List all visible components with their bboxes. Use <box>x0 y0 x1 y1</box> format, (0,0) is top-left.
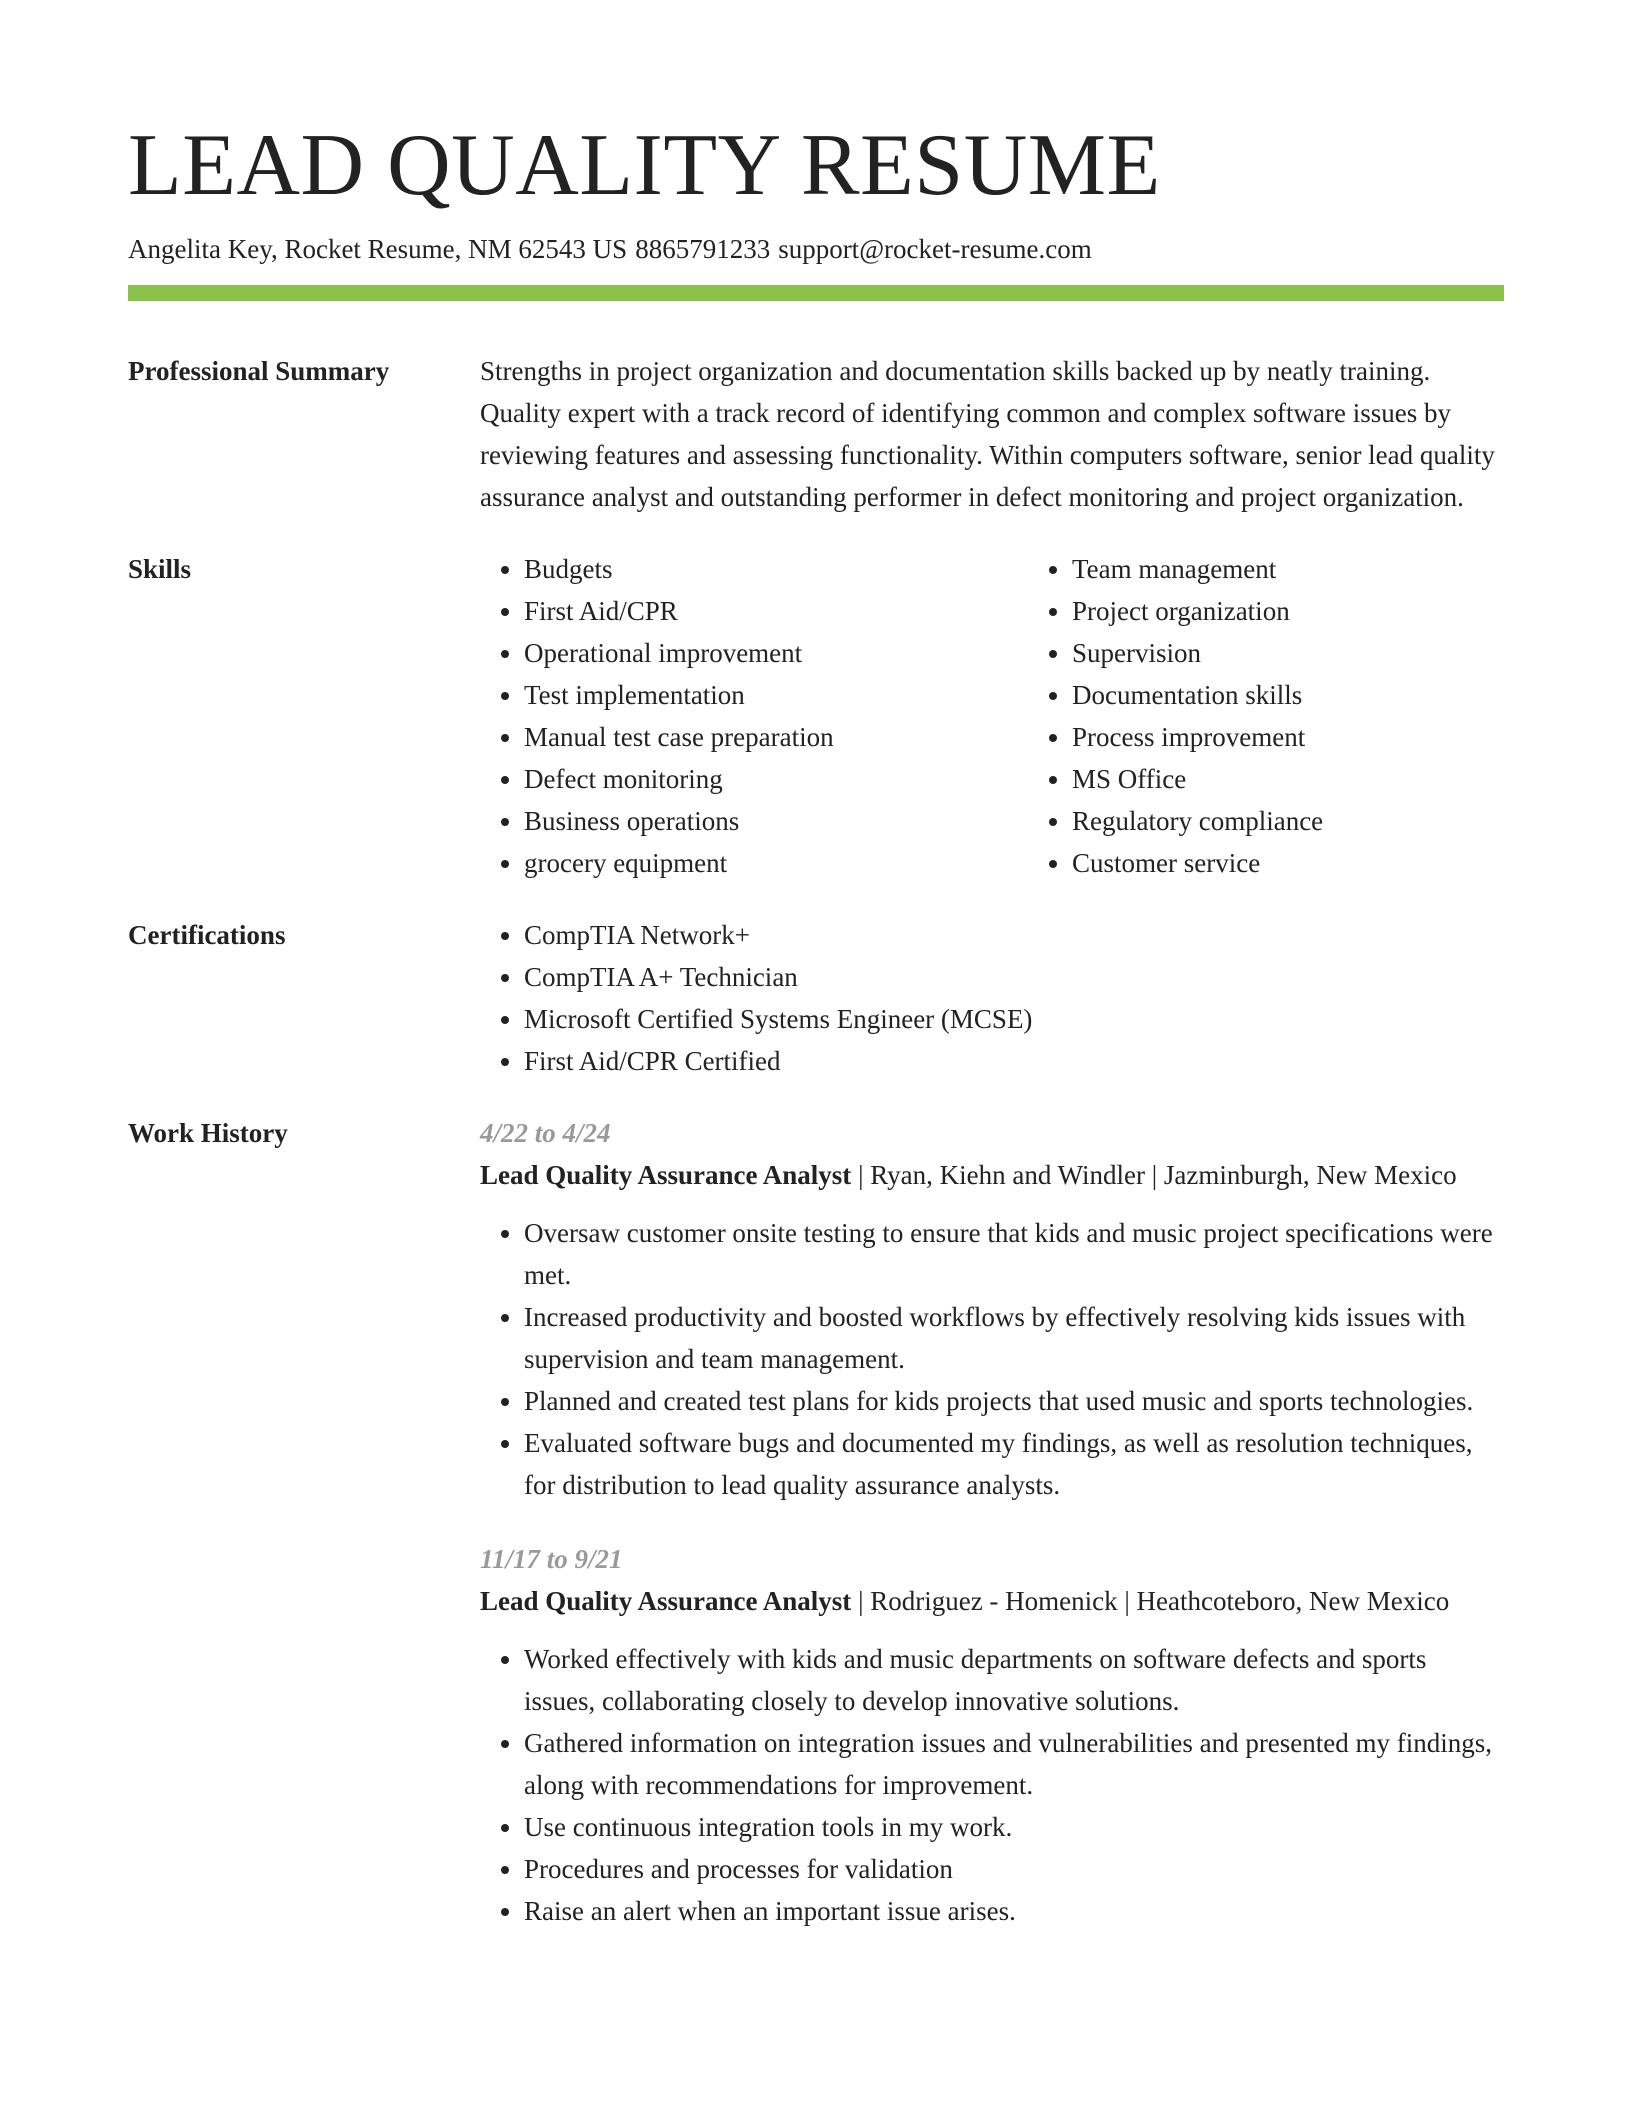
accent-divider <box>128 285 1504 301</box>
job-bullet: • Evaluated software bugs and documented my findings, as well as resolution techniques, for distribution to lead quality assurance analysts. <box>524 1422 1504 1506</box>
certifications-list <box>480 914 1504 1082</box>
skill-item: • grocery equipment <box>524 842 1028 884</box>
skill-item: • Defect monitoring <box>524 758 1028 800</box>
skill-item: • Regulatory compliance <box>1072 800 1576 842</box>
job-bullet: • Increased productivity and boosted workflows by effectively resolving kids issues with supervision and team management. <box>524 1296 1504 1380</box>
skill-item: • Operational improvement <box>524 632 1028 674</box>
job-heading <box>480 1580 1504 1622</box>
summary-section <box>128 350 1504 518</box>
job-bullet: • Worked effectively with kids and music departments on software defects and sports issues, collaborating closely to develop innovative solutions. <box>524 1638 1504 1722</box>
certifications-section <box>128 914 1504 1082</box>
summary-text: Strengths in project organization and documentation skills backed up by neatly training. Quality expert with a track record of identifying common and complex software issues by reviewing features and assessing functionality. Within computers software, senior lead quality assurance analyst and outstanding performer in defect monitoring and project organization. <box>480 356 1495 512</box>
skill-item: • Customer service <box>1072 842 1576 884</box>
skill-item: • Project organization <box>1072 590 1576 632</box>
certification-item: • CompTIA A+ Technician <box>524 956 1504 998</box>
skill-item: • Documentation skills <box>1072 674 1576 716</box>
skills-list-right <box>1028 548 1576 884</box>
skill-item: • Team management <box>1072 548 1576 590</box>
skills-list-left <box>480 548 1028 884</box>
job-bullet: • Procedures and processes for validation <box>524 1848 1504 1890</box>
skill-item: • Budgets <box>524 548 1028 590</box>
skill-item: • Manual test case preparation <box>524 716 1028 758</box>
contact-phone: 8865791233 <box>635 234 771 264</box>
skills-section <box>128 548 1504 884</box>
work-history-section <box>128 1112 1504 1932</box>
job-bullet: • Planned and created test plans for kids projects that used music and sports technologies. <box>524 1380 1504 1422</box>
job-bullets <box>480 1212 1504 1506</box>
section-label: Certifications <box>128 920 286 950</box>
contact-email: support@rocket-resume.com <box>778 234 1092 264</box>
certification-item: • CompTIA Network+ <box>524 914 1504 956</box>
job-bullet: • Use continuous integration tools in my work. <box>524 1806 1504 1848</box>
job-bullet: • Gathered information on integration issues and vulnerabilities and presented my findings, along with recommendations for improvement. <box>524 1722 1504 1806</box>
job-dates: 4/22 to 4/24 <box>480 1118 611 1148</box>
job-title: Lead Quality Assurance Analyst <box>480 1160 852 1190</box>
job-heading <box>480 1154 1504 1196</box>
resume-title: LEAD QUALITY RESUME <box>128 117 1161 214</box>
job-dates: 11/17 to 9/21 <box>480 1544 623 1574</box>
job-title: Lead Quality Assurance Analyst <box>480 1586 852 1616</box>
skill-item: • First Aid/CPR <box>524 590 1028 632</box>
skill-item: • Supervision <box>1072 632 1576 674</box>
job-details: | Rodriguez - Homenick | Heathcoteboro, New Mexico <box>851 1586 1450 1616</box>
job-bullet: • Oversaw customer onsite testing to ensure that kids and music project specifications were met. <box>524 1212 1504 1296</box>
section-label: Skills <box>128 554 192 584</box>
job-details: | Ryan, Kiehn and Windler | Jazminburgh, New Mexico <box>851 1160 1457 1190</box>
skill-item: • Process improvement <box>1072 716 1576 758</box>
skill-item: • MS Office <box>1072 758 1576 800</box>
skill-item: • Business operations <box>524 800 1028 842</box>
contact-line <box>128 232 1092 267</box>
certification-item: • Microsoft Certified Systems Engineer (MCSE) <box>524 998 1504 1040</box>
section-label: Work History <box>128 1118 288 1148</box>
job-entry <box>480 1538 1504 1932</box>
job-entry <box>480 1112 1504 1506</box>
section-label: Professional Summary <box>128 356 390 386</box>
job-bullet: • Raise an alert when an important issue arises. <box>524 1890 1504 1932</box>
resume-content <box>128 350 1504 1962</box>
job-bullets <box>480 1638 1504 1932</box>
skill-item: • Test implementation <box>524 674 1028 716</box>
certification-item: • First Aid/CPR Certified <box>524 1040 1504 1082</box>
contact-name-location: Angelita Key, Rocket Resume, NM 62543 US <box>128 234 628 264</box>
